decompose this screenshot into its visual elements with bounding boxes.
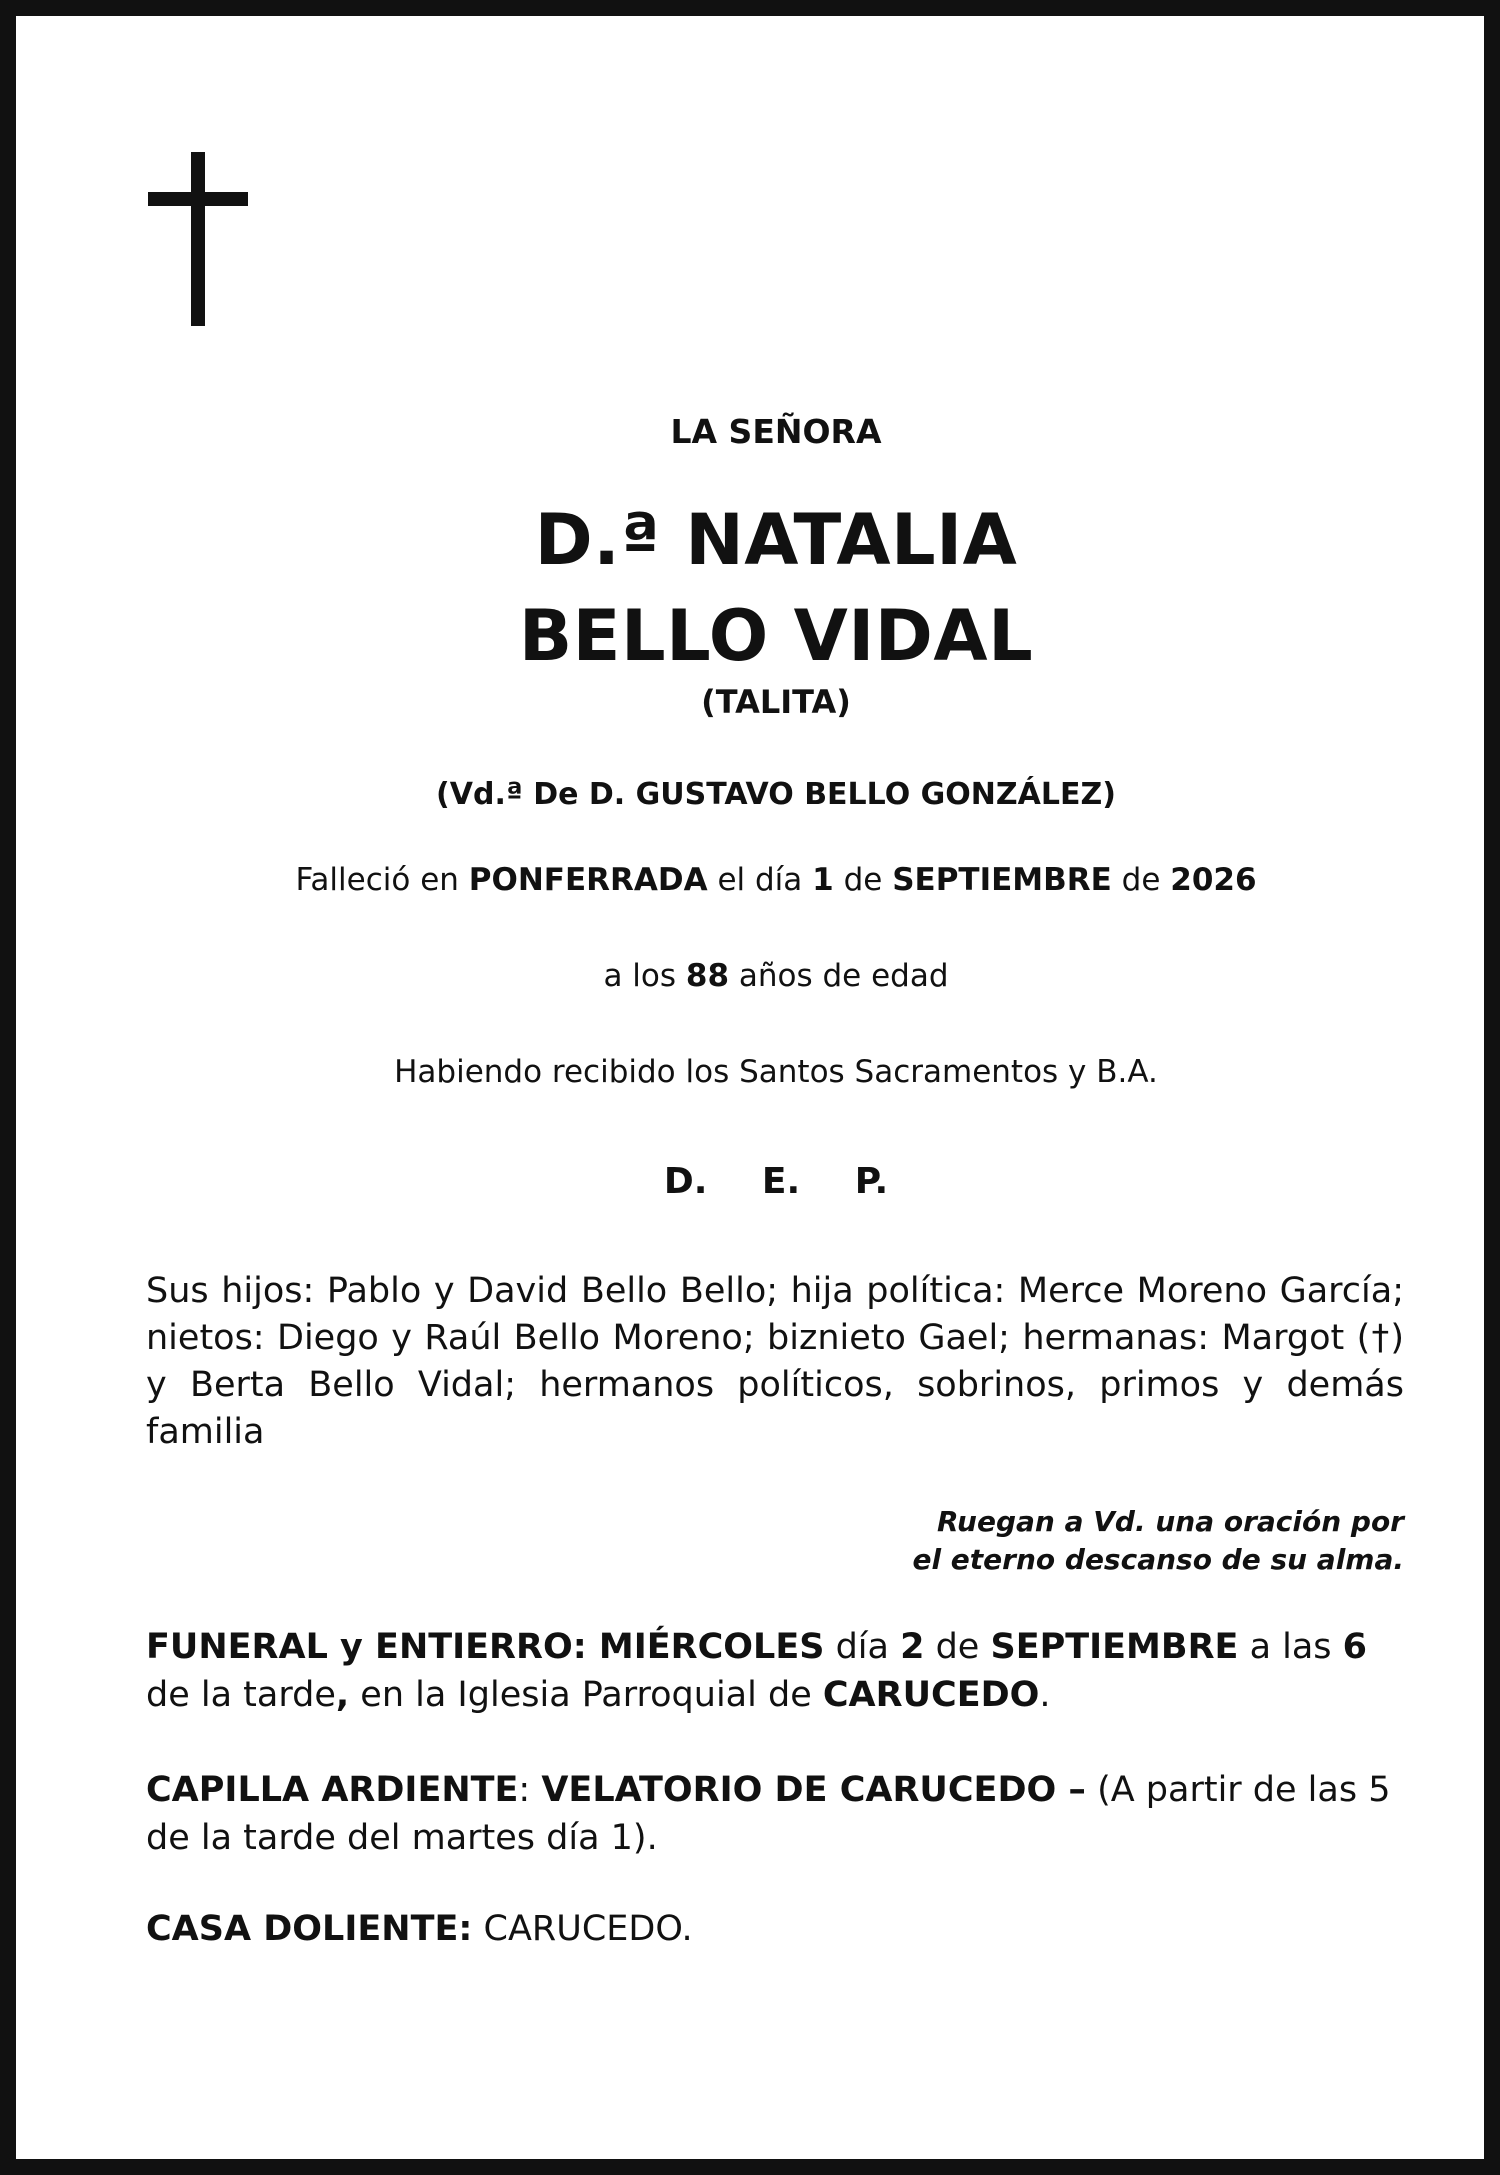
death-day: 1 — [812, 862, 834, 898]
dep-abbreviation: D. E. P. — [663, 1161, 889, 1202]
funeral-text-2: de — [924, 1627, 991, 1667]
sacraments: Habiendo recibido los Santos Sacramentos y B.A. — [394, 1054, 1158, 1090]
death-mid1: el día — [707, 862, 813, 898]
funeral-month: SEPTIEMBRE — [990, 1627, 1239, 1667]
deceased-name-line2: BELLO VIDAL — [518, 595, 1034, 677]
funeral-end: . — [1039, 1675, 1051, 1715]
death-year: 2026 — [1170, 862, 1257, 898]
deceased-name-line1: D.ª NATALIA — [534, 499, 1018, 581]
age-info — [146, 958, 1406, 994]
title: LA SEÑORA — [670, 412, 882, 451]
house-info — [146, 1905, 1408, 1953]
funeral-text-3: a las — [1238, 1627, 1343, 1667]
death-mid2: de — [833, 862, 893, 898]
funeral-text-1: día — [824, 1627, 901, 1667]
funeral-label: FUNERAL y ENTIERRO: MIÉRCOLES — [146, 1627, 825, 1667]
death-prefix: Falleció en — [295, 862, 469, 898]
funeral-comma: , — [335, 1675, 350, 1715]
death-month: SEPTIEMBRE — [892, 862, 1112, 898]
family-list: Sus hijos: Pablo y David Bello Bello; hija política: Merce Moreno García; nietos: Diego y Raúl Bello Moreno; biznieto Gael; hermanas: Margot (†) y Berta Bello Vidal; hermanos políticos, sobrinos, primos y demás familia — [146, 1271, 1404, 1452]
funeral-hour: 6 — [1342, 1627, 1368, 1667]
funeral-info — [146, 1623, 1408, 1719]
age-years: 88 — [685, 958, 730, 994]
prayer-request — [716, 1503, 1404, 1579]
cross-horizontal-bar — [148, 192, 248, 206]
cross-icon — [148, 152, 248, 326]
house-value: CARUCEDO. — [472, 1909, 693, 1949]
chapel-details: (A partir de las 5 de la tarde del martes día 1). — [146, 1770, 1391, 1858]
chapel-separator: : — [518, 1770, 542, 1810]
chapel-label: CAPILLA ARDIENTE — [146, 1770, 519, 1810]
cross-vertical-bar — [191, 152, 205, 326]
nickname: (TALITA) — [701, 683, 851, 721]
house-label: CASA DOLIENTE: — [146, 1909, 473, 1949]
funeral-day: 2 — [900, 1627, 925, 1667]
death-mid3: de — [1111, 862, 1171, 898]
prayer-line2: el eterno descanso de su alma. — [912, 1543, 1404, 1576]
age-prefix: a los — [603, 958, 686, 994]
chapel-info — [146, 1766, 1408, 1862]
death-place: PONFERRADA — [468, 862, 708, 898]
prayer-line1: Ruegan a Vd. una oración por — [937, 1505, 1404, 1538]
age-suffix: años de edad — [729, 958, 949, 994]
widow-of: (Vd.ª De D. GUSTAVO BELLO GONZÁLEZ) — [436, 777, 1116, 812]
funeral-place: CARUCEDO — [822, 1675, 1040, 1715]
death-info — [146, 862, 1406, 898]
funeral-text-4: de la tarde — [146, 1675, 336, 1715]
chapel-place: VELATORIO DE CARUCEDO – — [541, 1770, 1086, 1810]
funeral-text-5: en la Iglesia Parroquial de — [349, 1675, 823, 1715]
